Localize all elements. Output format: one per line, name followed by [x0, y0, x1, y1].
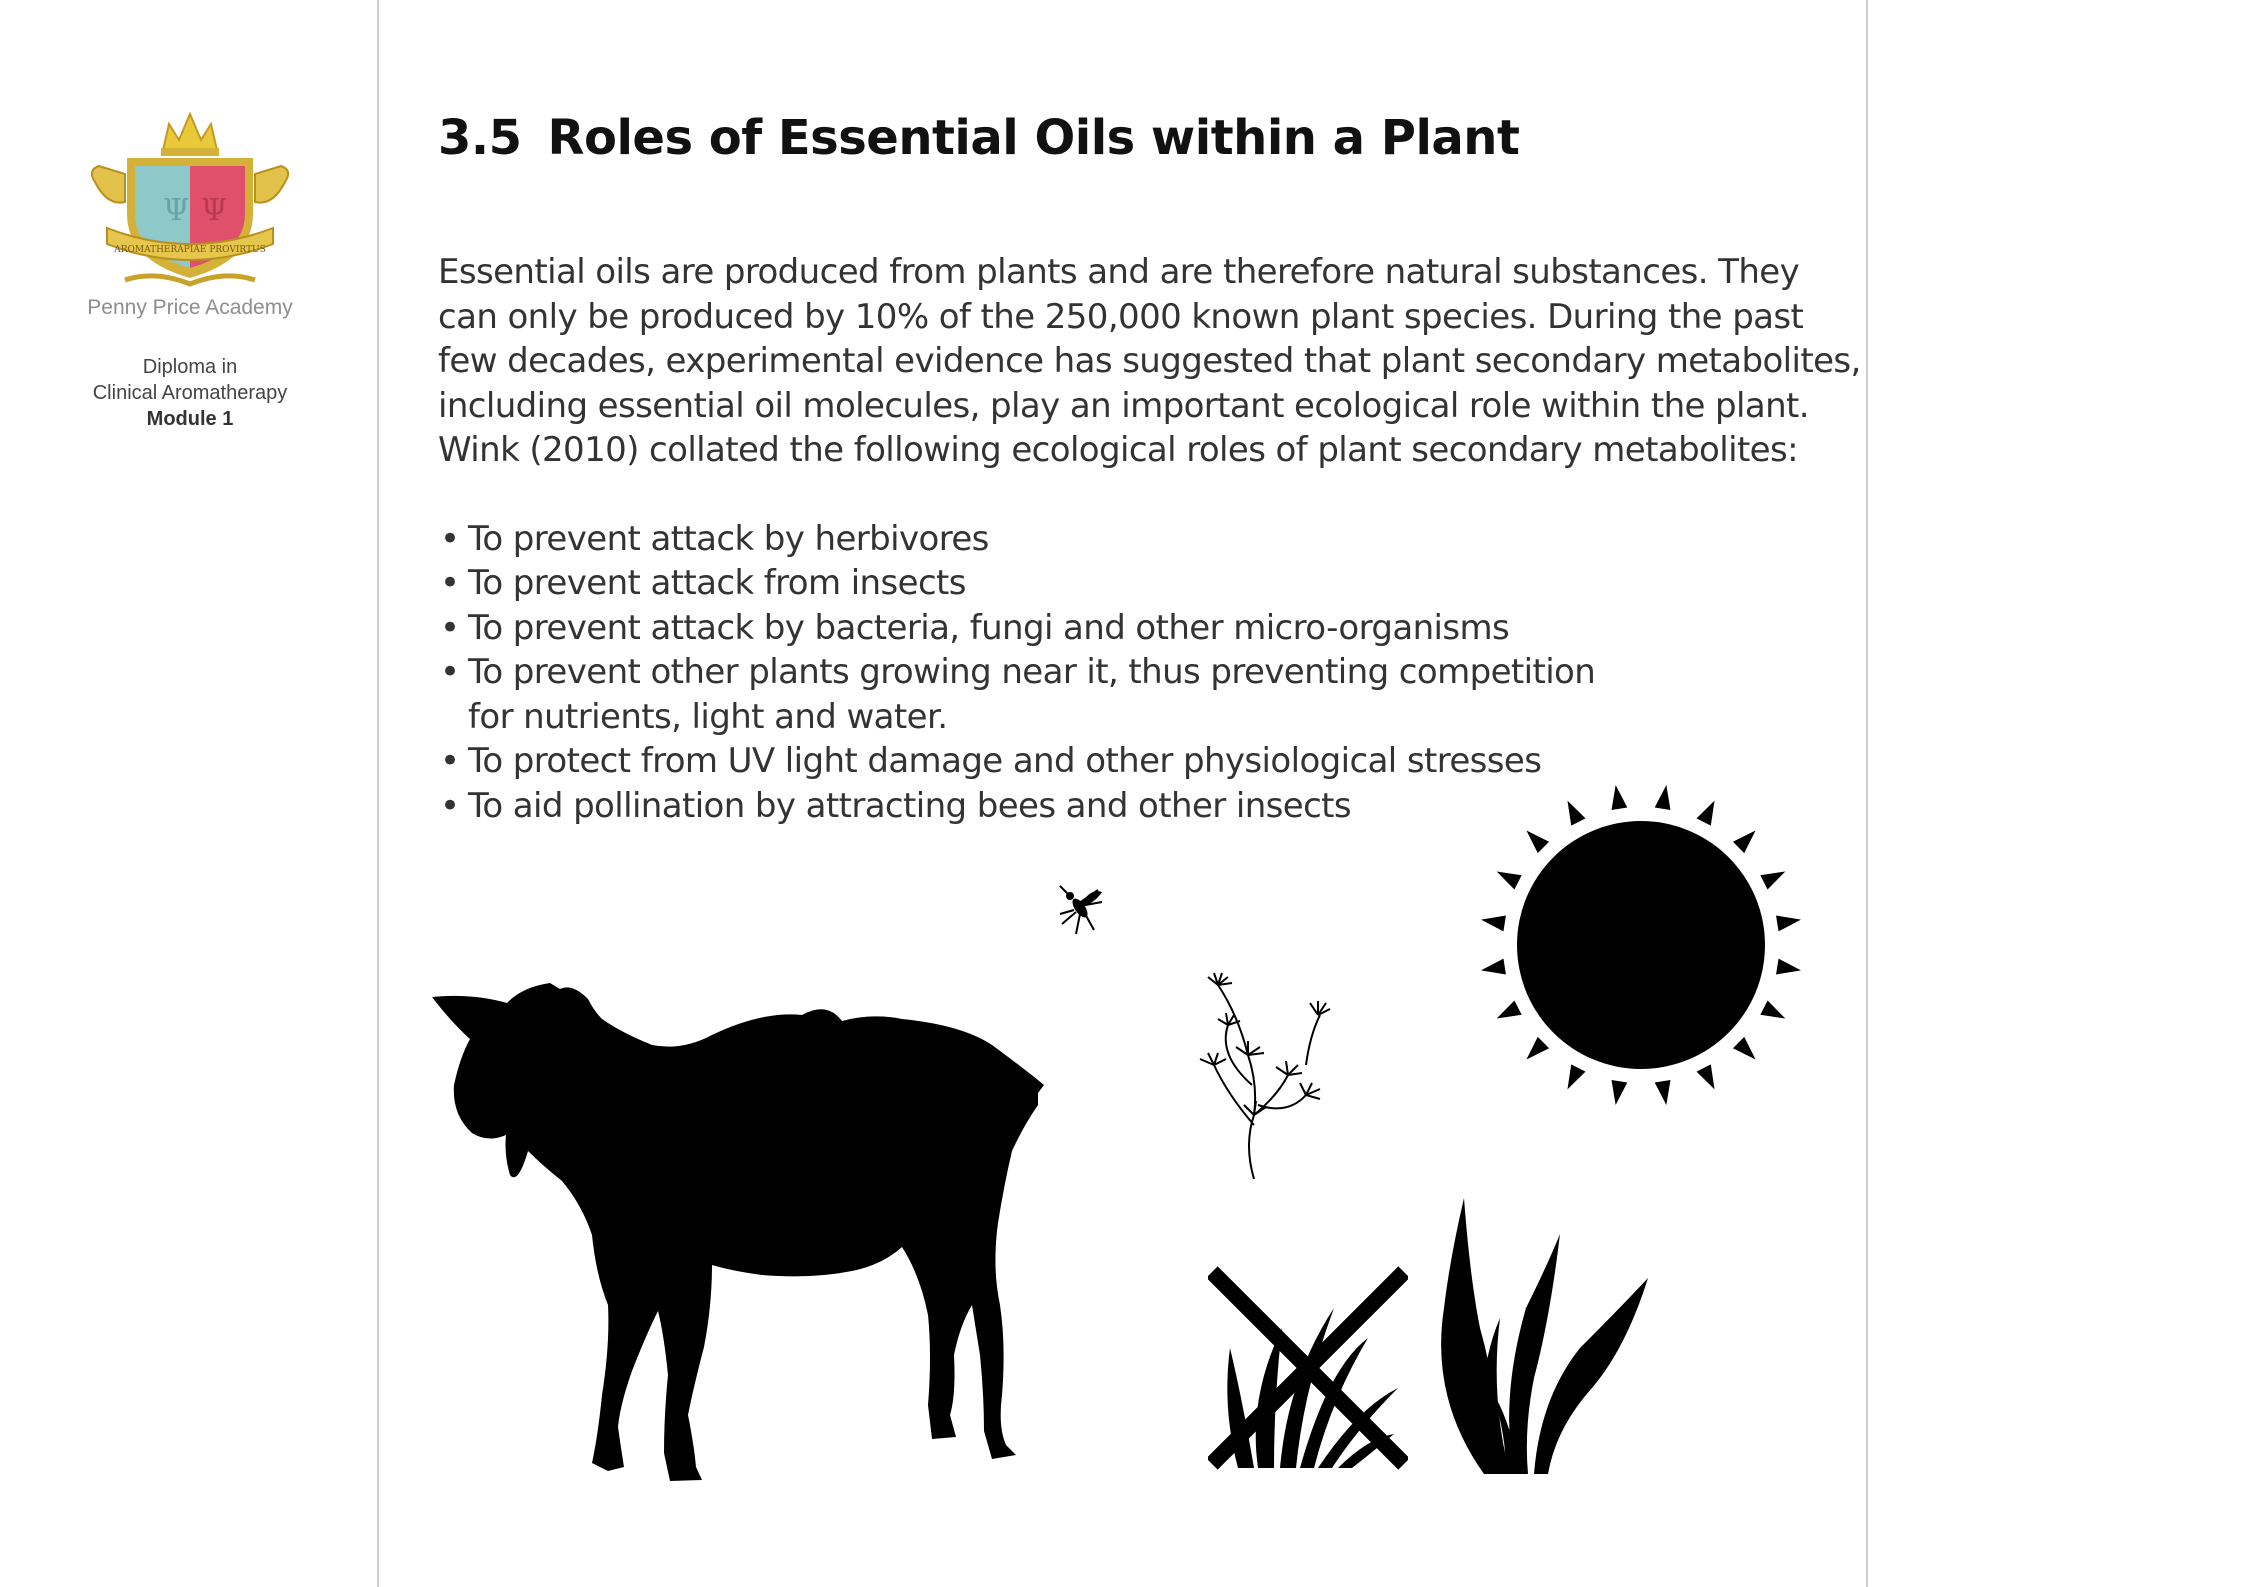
section-title: Roles of Essential Oils within a Plant [547, 110, 1520, 166]
bullet: • [440, 563, 460, 603]
list-item-text: To protect from UV light damage and other physiological stresses [468, 741, 1542, 781]
intro-line: including essential oil molecules, play an important ecological role within the plant. [438, 385, 1809, 426]
course-line-2: Clinical Aromatherapy [92, 382, 288, 404]
svg-text:Ψ: Ψ [201, 193, 228, 228]
sun-ray [1497, 1001, 1522, 1019]
section-number: 3.5 [438, 110, 522, 166]
bullet: • [440, 607, 460, 648]
sun-ray [1612, 785, 1628, 810]
intro-line: can only be produced by 10% of the 250,000 known plant species. During the past [438, 296, 1804, 337]
intro-line: few decades, experimental evidence has suggested that plant secondary metabolites, [438, 341, 1861, 381]
academy-name: Penny Price Academy [87, 296, 293, 319]
intro-line: Wink (2010) collated the following ecological roles of plant secondary metabolites: [438, 430, 1798, 470]
sun-ray [1776, 916, 1801, 932]
bullet: • [440, 518, 460, 559]
sun-ray [1567, 1064, 1585, 1089]
list-item-continuation: for nutrients, light and water. [468, 696, 948, 737]
sun-ray [1481, 959, 1506, 975]
list-item [438, 561, 1838, 606]
svg-text:Ψ: Ψ [163, 193, 190, 228]
crossed-out-plant-icon [1208, 1258, 1408, 1476]
list-item-text: To prevent attack from insects [468, 563, 966, 603]
plant-icon [1430, 1198, 1650, 1476]
crest-motto: AROMATHERAPIAE PROVIRTUS [114, 245, 266, 255]
page-title [438, 110, 1838, 166]
list-item-text: To aid pollination by attracting bees and other insects [468, 785, 1352, 826]
sun-ray [1526, 830, 1549, 853]
course-info [60, 354, 320, 432]
list-item [438, 650, 1838, 739]
sun-ray [1526, 1037, 1549, 1060]
list-item [438, 517, 1838, 562]
bullet: • [440, 652, 460, 692]
list-item-text: To prevent other plants growing near it, thus preventing competition [468, 652, 1596, 692]
sun-ray [1497, 871, 1522, 889]
sun-ray [1733, 830, 1756, 853]
aromatherapy-crest-logo [85, 110, 295, 290]
list-item-text: To prevent attack by herbivores [468, 518, 989, 559]
course-line-1: Diploma in [142, 356, 238, 378]
mosquito-icon [1058, 884, 1104, 936]
sidebar [60, 110, 320, 432]
list-item-text: To prevent attack by bacteria, fungi and other micro-organisms [468, 607, 1510, 648]
bullet: • [440, 741, 460, 781]
sun-icon [1476, 780, 1806, 1110]
sun-ray [1760, 871, 1785, 889]
sun-ray [1760, 1001, 1785, 1019]
sun-ray [1655, 785, 1671, 810]
sun-ray [1481, 916, 1506, 932]
left-page-rule [377, 0, 379, 1587]
goat-icon [432, 975, 1052, 1485]
bullet: • [440, 785, 460, 826]
module-label: Module 1 [146, 408, 234, 430]
sun-ray [1655, 1080, 1671, 1105]
intro-paragraph [438, 250, 1861, 473]
intro-line: Essential oils are produced from plants and are therefore natural substances. They [438, 252, 1800, 292]
sun-ray [1776, 959, 1801, 975]
sun-ray [1612, 1080, 1628, 1105]
sun-ray [1697, 1064, 1715, 1089]
list-item [438, 606, 1838, 651]
sun-ray [1733, 1037, 1756, 1060]
sun-ray [1567, 801, 1585, 826]
main-content [438, 100, 1861, 828]
sun-ray [1697, 801, 1715, 826]
dandelion-seeds-icon [1188, 955, 1340, 1179]
right-page-rule [1866, 0, 1868, 1587]
list-item [438, 739, 1838, 784]
